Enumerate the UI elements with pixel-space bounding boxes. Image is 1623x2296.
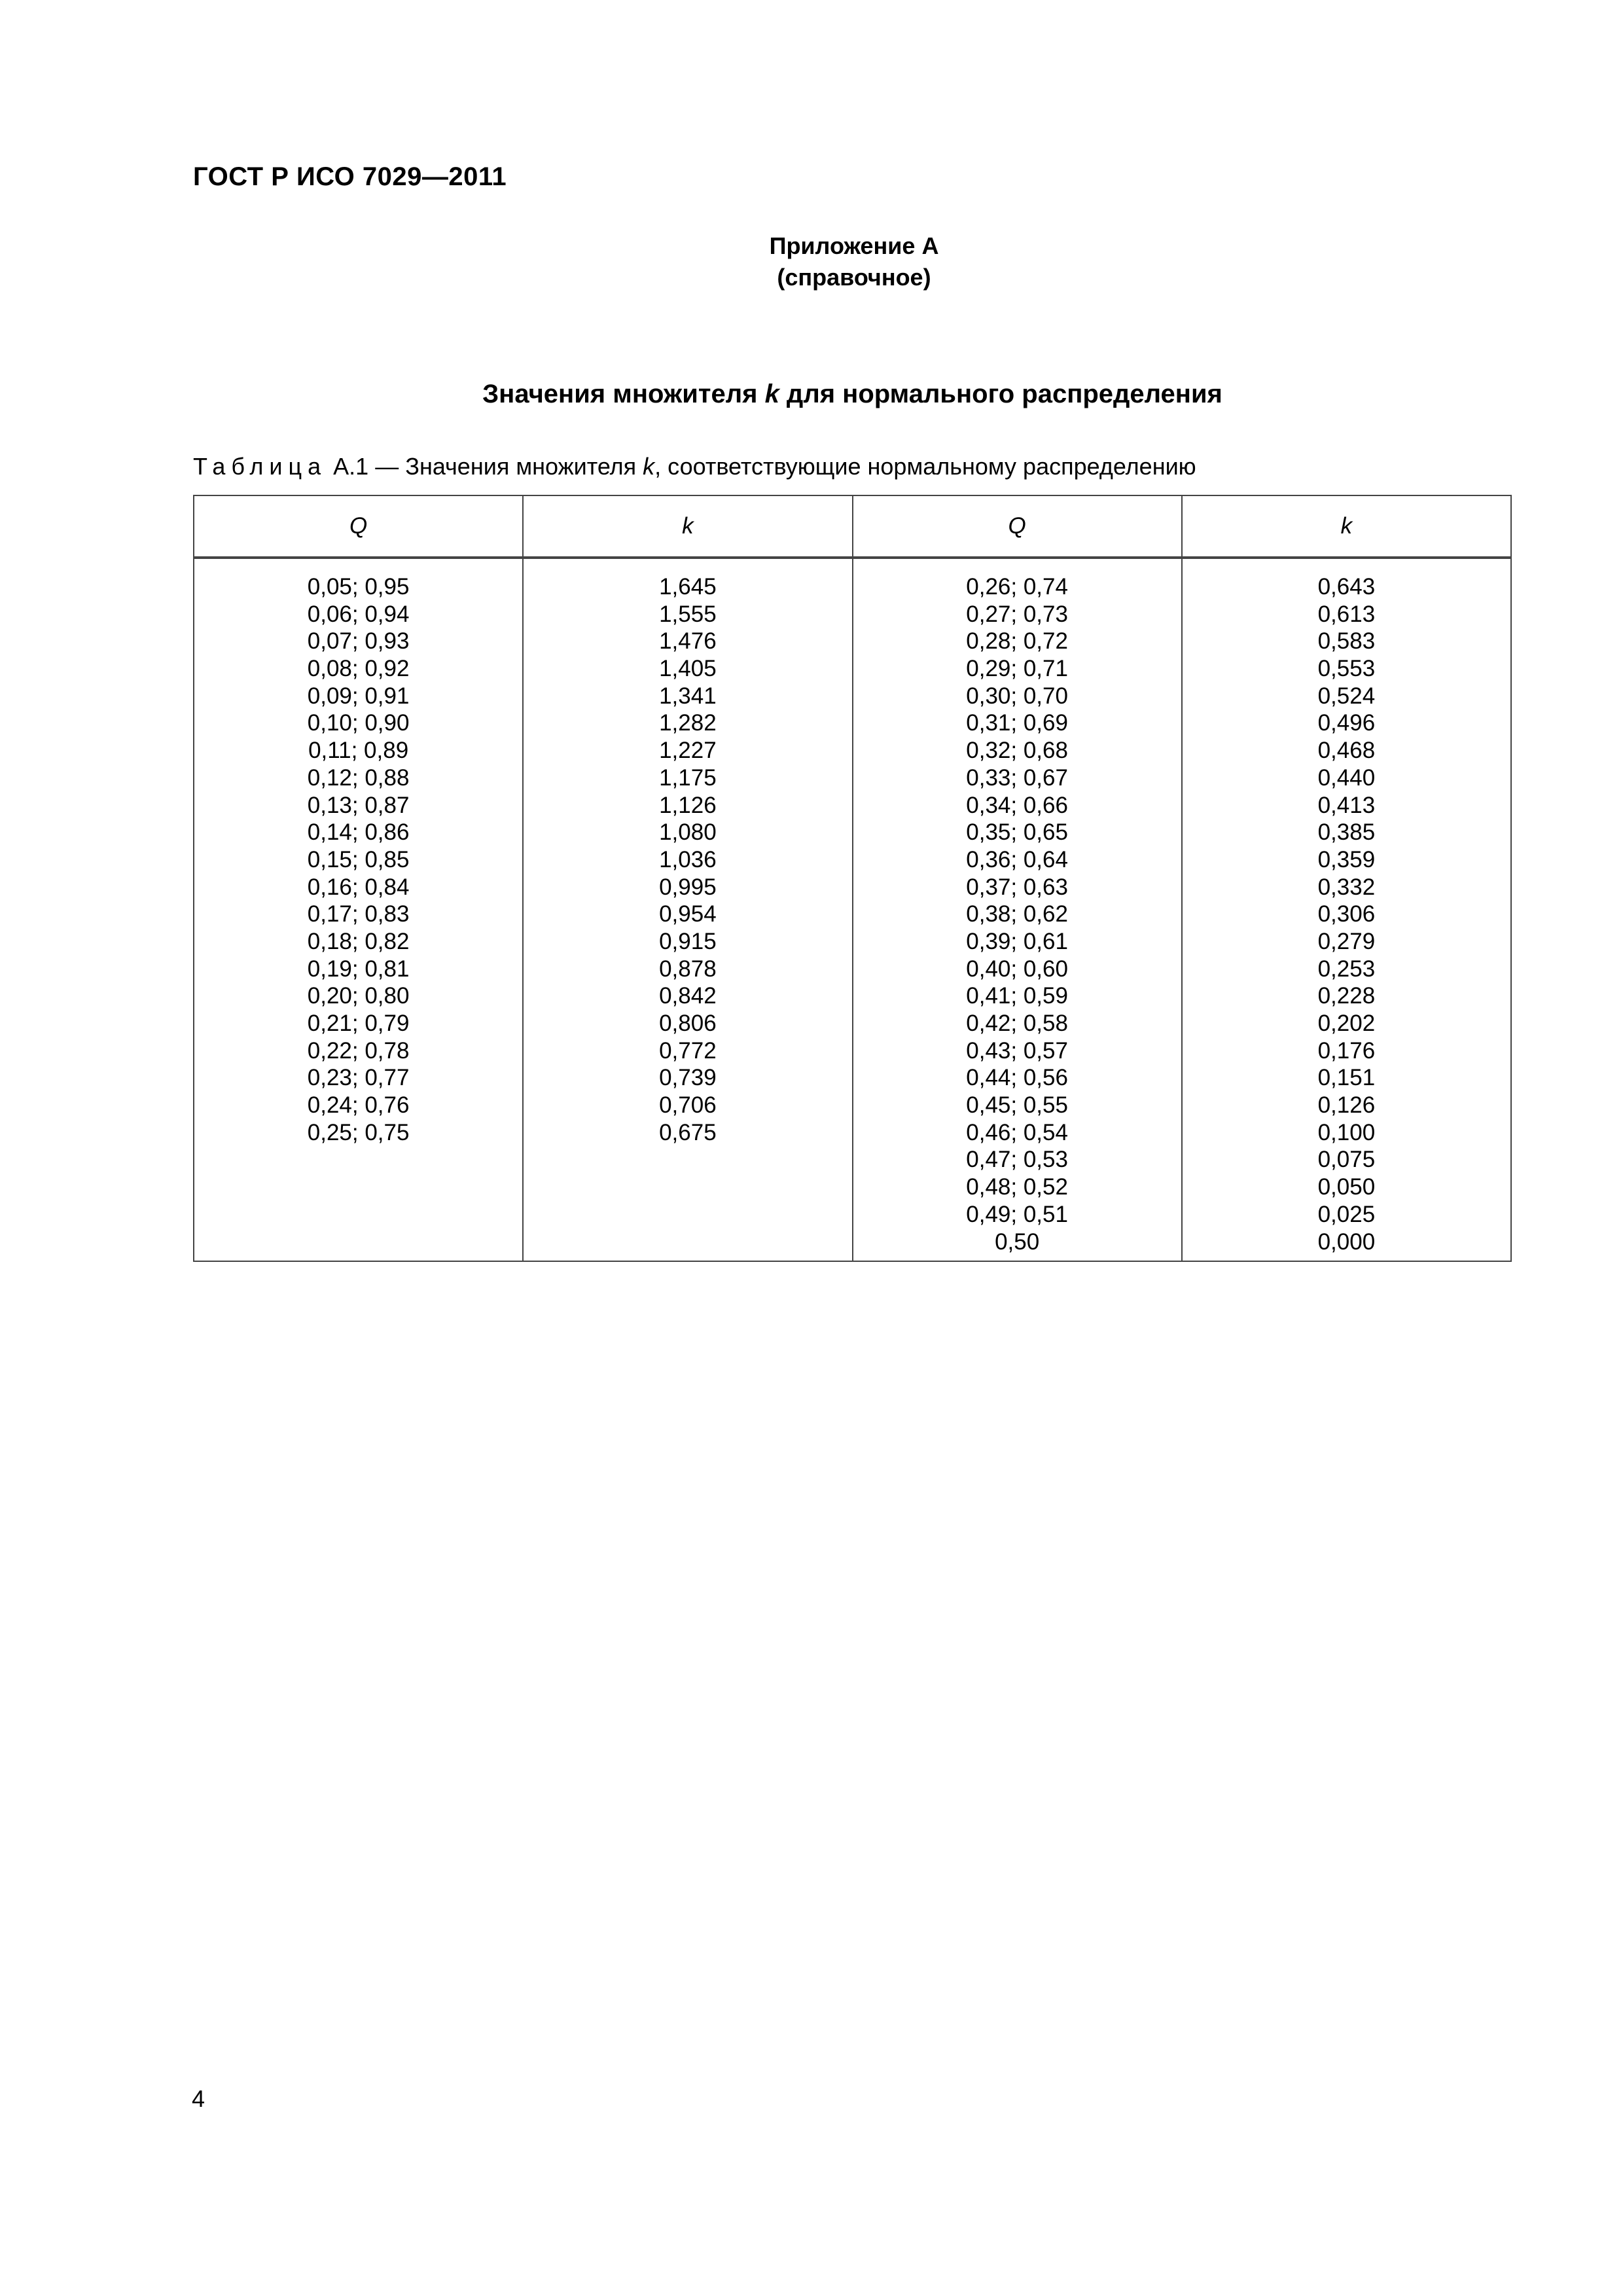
table-cell: 0,440	[1317, 764, 1376, 791]
table-cell: 1,126	[659, 792, 717, 818]
table-cell: 1,476	[659, 628, 717, 655]
table-cell: 0,41; 0,59	[966, 983, 1068, 1009]
table-cell: 0,643	[1317, 574, 1376, 600]
header-cell-k2: k	[1182, 495, 1511, 558]
table-cell: 0,050	[1317, 1174, 1376, 1200]
table-cell: 0,44; 0,56	[966, 1065, 1068, 1091]
section-title	[193, 380, 1512, 409]
table-cell: 0,10; 0,90	[307, 710, 410, 736]
table-header-row	[194, 495, 1511, 558]
section-title-text-after: для нормального распределения	[779, 380, 1222, 408]
table-cell: 0,126	[1317, 1092, 1376, 1119]
table-cell: 0,06; 0,94	[307, 601, 410, 627]
table-cell: 0,468	[1317, 738, 1376, 764]
table-cell: 0,26; 0,74	[966, 574, 1068, 600]
table-cell: 1,227	[659, 738, 717, 764]
table-cell: 0,19; 0,81	[307, 956, 410, 982]
header-cell-q2: Q	[853, 495, 1182, 558]
appendix-subtitle: (справочное)	[777, 264, 931, 291]
table-cell: 0,359	[1317, 846, 1376, 872]
table-cell: 0,27; 0,73	[966, 601, 1068, 627]
table-cell: 0,025	[1317, 1201, 1376, 1227]
table-cell: 0,075	[1317, 1147, 1376, 1173]
table-cell: 0,47; 0,53	[966, 1147, 1068, 1173]
table-cell: 0,49; 0,51	[966, 1201, 1068, 1227]
table-cell: 0,253	[1317, 956, 1376, 982]
table-cell: 0,772	[659, 1037, 717, 1064]
table-caption-text: , соответствующие нормальному распределению	[654, 453, 1196, 480]
table-cell: 0,09; 0,91	[307, 683, 410, 709]
column-k2	[1182, 558, 1511, 1261]
table-cell: 0,176	[1317, 1037, 1376, 1064]
table-cell: 0,739	[659, 1065, 717, 1091]
table-cell: 0,151	[1317, 1065, 1376, 1091]
table-cell: 0,13; 0,87	[307, 792, 410, 818]
table-cell: 0,100	[1317, 1119, 1376, 1145]
table-cell: 0,29; 0,71	[966, 656, 1068, 682]
data-table	[193, 495, 1512, 1262]
table-cell: 0,16; 0,84	[307, 874, 410, 900]
table-cell: 0,228	[1317, 983, 1376, 1009]
table-cell: 1,175	[659, 764, 717, 791]
table-cell: 0,675	[659, 1119, 717, 1145]
table-cell: 0,45; 0,55	[966, 1092, 1068, 1119]
table-cell: 0,385	[1317, 819, 1376, 846]
table-cell: 0,15; 0,85	[307, 846, 410, 872]
table-cell: 0,36; 0,64	[966, 846, 1068, 872]
table-cell: 0,915	[659, 928, 717, 954]
table-cell: 0,878	[659, 956, 717, 982]
table-cell: 0,553	[1317, 656, 1376, 682]
table-cell: 0,18; 0,82	[307, 928, 410, 954]
table-cell: 0,306	[1317, 901, 1376, 927]
table-cell: 0,30; 0,70	[966, 683, 1068, 709]
table-cell: 0,39; 0,61	[966, 928, 1068, 954]
table-cell: 0,48; 0,52	[966, 1174, 1068, 1200]
table-cell: 0,24; 0,76	[307, 1092, 410, 1119]
table-cell: 0,413	[1317, 792, 1376, 818]
table-cell: 0,706	[659, 1092, 717, 1119]
table-caption-label: Таблица	[193, 453, 327, 480]
table-cell: 0,08; 0,92	[307, 656, 410, 682]
table-cell: 0,35; 0,65	[966, 819, 1068, 846]
document-code: ГОСТ Р ИСО 7029—2011	[193, 162, 507, 191]
table-cell: 0,22; 0,78	[307, 1037, 410, 1064]
table-cell: 0,50	[995, 1229, 1040, 1255]
table-cell: 0,583	[1317, 628, 1376, 655]
table-cell: 0,38; 0,62	[966, 901, 1068, 927]
table-cell: 0,37; 0,63	[966, 874, 1068, 900]
appendix-title: Приложение А	[769, 232, 939, 259]
table-cell: 0,33; 0,67	[966, 764, 1068, 791]
table-cell: 1,555	[659, 601, 717, 627]
table-caption-variable: k	[643, 453, 655, 480]
table-cell: 1,036	[659, 846, 717, 872]
column-q2	[853, 558, 1182, 1261]
table-cell: 0,279	[1317, 928, 1376, 954]
table-cell: 0,34; 0,66	[966, 792, 1068, 818]
table-cell: 0,000	[1317, 1229, 1376, 1255]
table-cell: 0,524	[1317, 683, 1376, 709]
column-q1	[194, 558, 523, 1261]
appendix-heading	[740, 230, 969, 293]
table-cell: 0,42; 0,58	[966, 1011, 1068, 1036]
table-cell: 0,46; 0,54	[966, 1119, 1068, 1145]
section-title-text-before: Значения множителя	[482, 380, 765, 408]
table-caption-number: А.1 — Значения множителя	[327, 453, 643, 480]
table-cell: 0,23; 0,77	[307, 1065, 410, 1091]
section-title-variable: k	[764, 380, 779, 408]
page-number: 4	[192, 2085, 205, 2112]
table-cell: 0,202	[1317, 1011, 1376, 1036]
table-cell: 0,32; 0,68	[966, 738, 1068, 764]
table-cell: 0,31; 0,69	[966, 710, 1068, 736]
table-cell: 0,20; 0,80	[307, 983, 410, 1009]
header-cell-k1: k	[523, 495, 852, 558]
table-cell: 0,613	[1317, 601, 1376, 627]
table-cell: 0,17; 0,83	[307, 901, 410, 927]
header-cell-q1: Q	[194, 495, 523, 558]
table-cell: 0,21; 0,79	[307, 1011, 410, 1036]
table-body-row	[194, 558, 1511, 1261]
table-cell: 0,43; 0,57	[966, 1037, 1068, 1064]
table-cell: 1,341	[659, 683, 717, 709]
table-caption	[193, 453, 1196, 480]
table-cell: 0,25; 0,75	[307, 1119, 410, 1145]
table-cell: 0,14; 0,86	[307, 819, 410, 846]
table-cell: 1,282	[659, 710, 717, 736]
table-cell: 0,806	[659, 1011, 717, 1036]
table-cell: 0,995	[659, 874, 717, 900]
table-cell: 1,645	[659, 574, 717, 600]
table-cell: 0,12; 0,88	[307, 764, 410, 791]
table-cell: 0,496	[1317, 710, 1376, 736]
table-cell: 0,05; 0,95	[307, 574, 410, 600]
table-cell: 0,842	[659, 983, 717, 1009]
table-cell: 0,28; 0,72	[966, 628, 1068, 655]
table-cell: 1,405	[659, 656, 717, 682]
table-cell: 0,11; 0,89	[308, 738, 409, 764]
table-cell: 0,954	[659, 901, 717, 927]
table-cell: 1,080	[659, 819, 717, 846]
table-cell: 0,07; 0,93	[307, 628, 410, 655]
table-cell: 0,332	[1317, 874, 1376, 900]
column-k1	[523, 558, 852, 1261]
table-cell: 0,40; 0,60	[966, 956, 1068, 982]
